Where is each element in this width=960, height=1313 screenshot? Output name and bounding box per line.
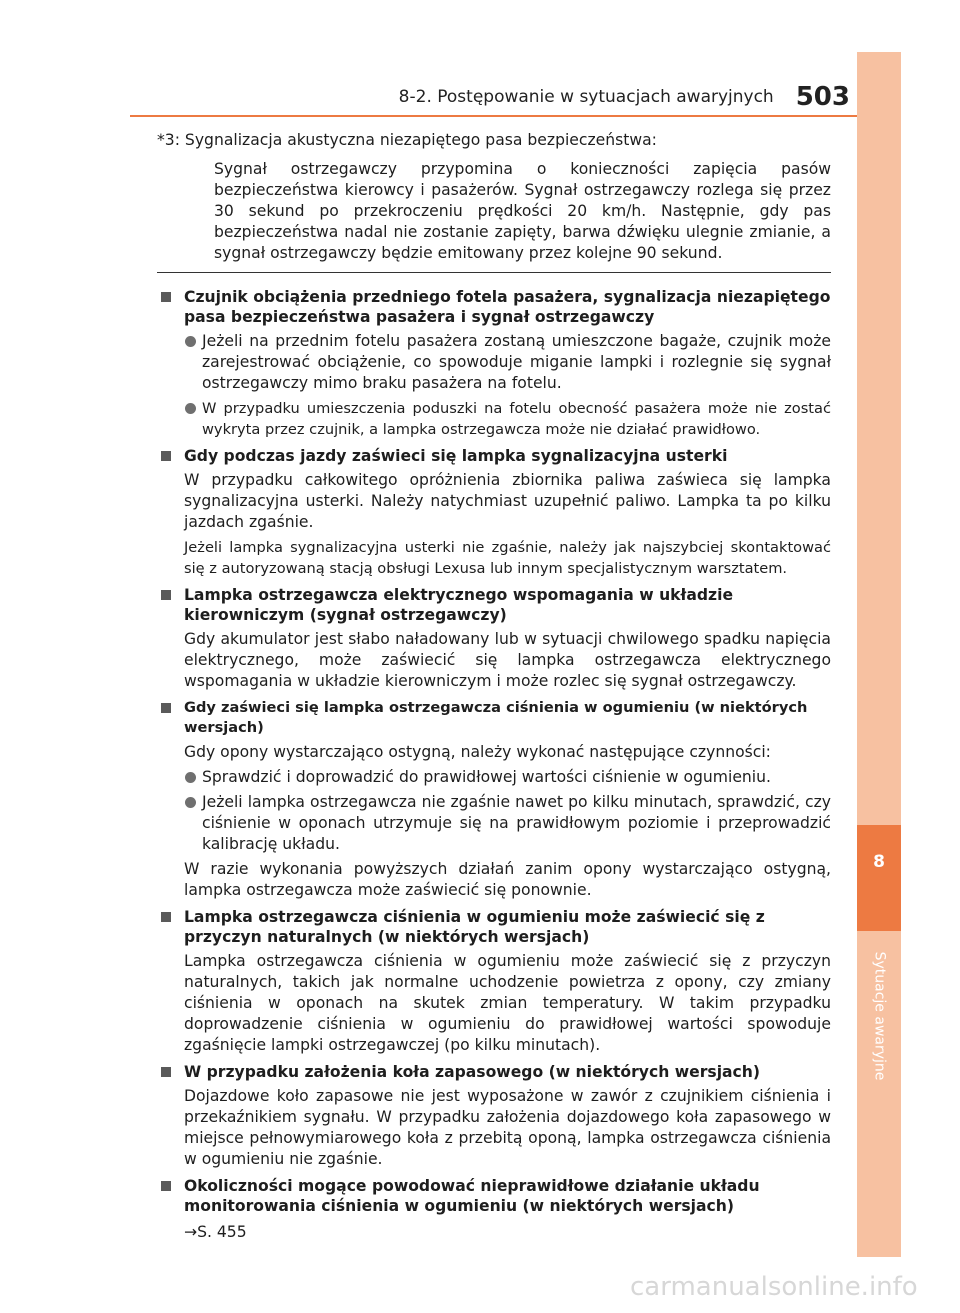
section-heading: Lampka ostrzegawcza ciśnienia w ogumieniu może zaświecić się z przyczyn naturalnych (w niektórych wersjach) — [157, 907, 831, 947]
bullet-item: Jeżeli na przednim fotelu pasażera zostaną umieszczone bagaże, czujnik może zarejestrować obciążenie, co spowoduje miganie lampki i rozlegnie się sygnał ostrzegawczy mimo braku pasażera na fotelu. — [157, 331, 831, 394]
bullet-item: Jeżeli lampka ostrzegawcza nie zgaśnie nawet po kilku minutach, sprawdzić, czy ciśnienie w oponach utrzymuje się na prawidłowym poziomie i przeprowadzić kalibrację układu. — [157, 792, 831, 855]
page-header — [390, 80, 850, 114]
page-reference-link[interactable]: →S. 455 — [184, 1223, 247, 1241]
bullet-item: W przypadku umieszczenia poduszki na fotelu obecność pasażera może nie zostać wykryta przez czujnik, a lampka ostrzegawcza może nie działać prawidłowo. — [157, 398, 831, 440]
paragraph: Lampka ostrzegawcza ciśnienia w ogumieniu może zaświecić się z przyczyn naturalnych, takich jak normalne uchodzenie powietrza z opony, czy zmiany ciśnienia w oponach na skutek zmian temperatury. W takim przypadku doprowadzenie ciśnienia w ogumieniu do prawidłowej wartości spowoduje zgaśnięcie lampki ostrzegawczej (po kilku minutach). — [184, 952, 831, 1054]
paragraph: Gdy opony wystarczająco ostygną, należy wykonać następujące czynności: — [184, 743, 771, 761]
page-content — [157, 130, 831, 1259]
paragraph: Jeżeli lampka sygnalizacyjna usterki nie zgaśnie, należy jak najszybciej skontaktować się z autoryzowaną stacją obsługi Lexusa lub innym specjalistycznym warsztatem. — [184, 539, 831, 577]
chapter-tab-active — [857, 825, 901, 931]
section-heading: Gdy zaświeci się lampka ostrzegawcza ciśnienia w ogumieniu (w niektórych wersjach) — [157, 698, 831, 738]
separator-rule — [157, 272, 831, 273]
section-title: 8-2. Postępowanie w sytuacjach awaryjnych — [398, 87, 774, 107]
section-heading: Czujnik obciążenia przedniego fotela pasażera, sygnalizacja niezapiętego pasa bezpieczeństwa pasażera i sygnał ostrzegawczy — [157, 287, 831, 327]
header-rule — [130, 115, 857, 117]
bullet-item: Sprawdzić i doprowadzić do prawidłowej wartości ciśnienie w ogumieniu. — [157, 767, 831, 788]
chapter-number: 8 — [873, 852, 885, 872]
section-heading: Okoliczności mogące powodować nieprawidłowe działanie układu monitorowania ciśnienia w ogumieniu (w niektórych wersjach) — [157, 1176, 831, 1216]
chapter-label: Sytuacje awaryjne — [871, 951, 888, 1081]
paragraph: W razie wykonania powyższych działań zanim opony wystarczająco ostygną, lampka ostrzegawcza może zaświecić się ponownie. — [184, 860, 831, 899]
section-heading: Gdy podczas jazdy zaświeci się lampka sygnalizacyjna usterki — [157, 446, 831, 466]
section-heading: W przypadku założenia koła zapasowego (w niektórych wersjach) — [157, 1062, 831, 1082]
chapter-label-wrapper — [857, 941, 901, 1091]
paragraph: W przypadku całkowitego opróżnienia zbiornika paliwa zaświeca się lampka sygnalizacyjna usterki. Należy natychmiast uzupełnić paliwo. Lampka ta po kilku jazdach zgaśnie. — [184, 471, 831, 531]
watermark: carmanualsonline.info — [630, 1272, 918, 1302]
footnote-text: Sygnał ostrzegawczy przypomina o konieczności zapięcia pasów bezpieczeństwa kierowcy i pasażerów. Sygnał ostrzegawczy rozlega się przez 30 sekund po przekroczeniu prędkości 20 km/h. Następnie, gdy pas bezpieczeństwa nadal nie zostanie zapięty, barwa dźwięku ulegnie zmianie, a sygnał ostrzegawczy będzie emitowany przez kolejne 90 sekund. — [214, 160, 831, 262]
footnote-label: *3: Sygnalizacja akustyczna niezapiętego pasa bezpieczeństwa: — [157, 131, 657, 149]
paragraph: Gdy akumulator jest słabo naładowany lub w sytuacji chwilowego spadku napięcia elektrycznego, może zaświecić się lampka ostrzegawcza elektrycznego wspomagania w układzie kierowniczym i może rozlec się sygnał ostrzegawczy. — [184, 630, 831, 690]
section-heading: Lampka ostrzegawcza elektrycznego wspomagania w układzie kierowniczym (sygnał ostrzegawczy) — [157, 585, 831, 625]
paragraph: Dojazdowe koło zapasowe nie jest wyposażone w zawór z czujnikiem ciśnienia i przekaźnikiem sygnału. W przypadku założenia dojazdowego koła zapasowego w miejsce pełnowymiarowego koła z przebitą oponą, lampka ostrzegawcza ciśnienia w ogumieniu nie zgaśnie. — [184, 1087, 831, 1168]
page-number: 503 — [795, 82, 850, 112]
